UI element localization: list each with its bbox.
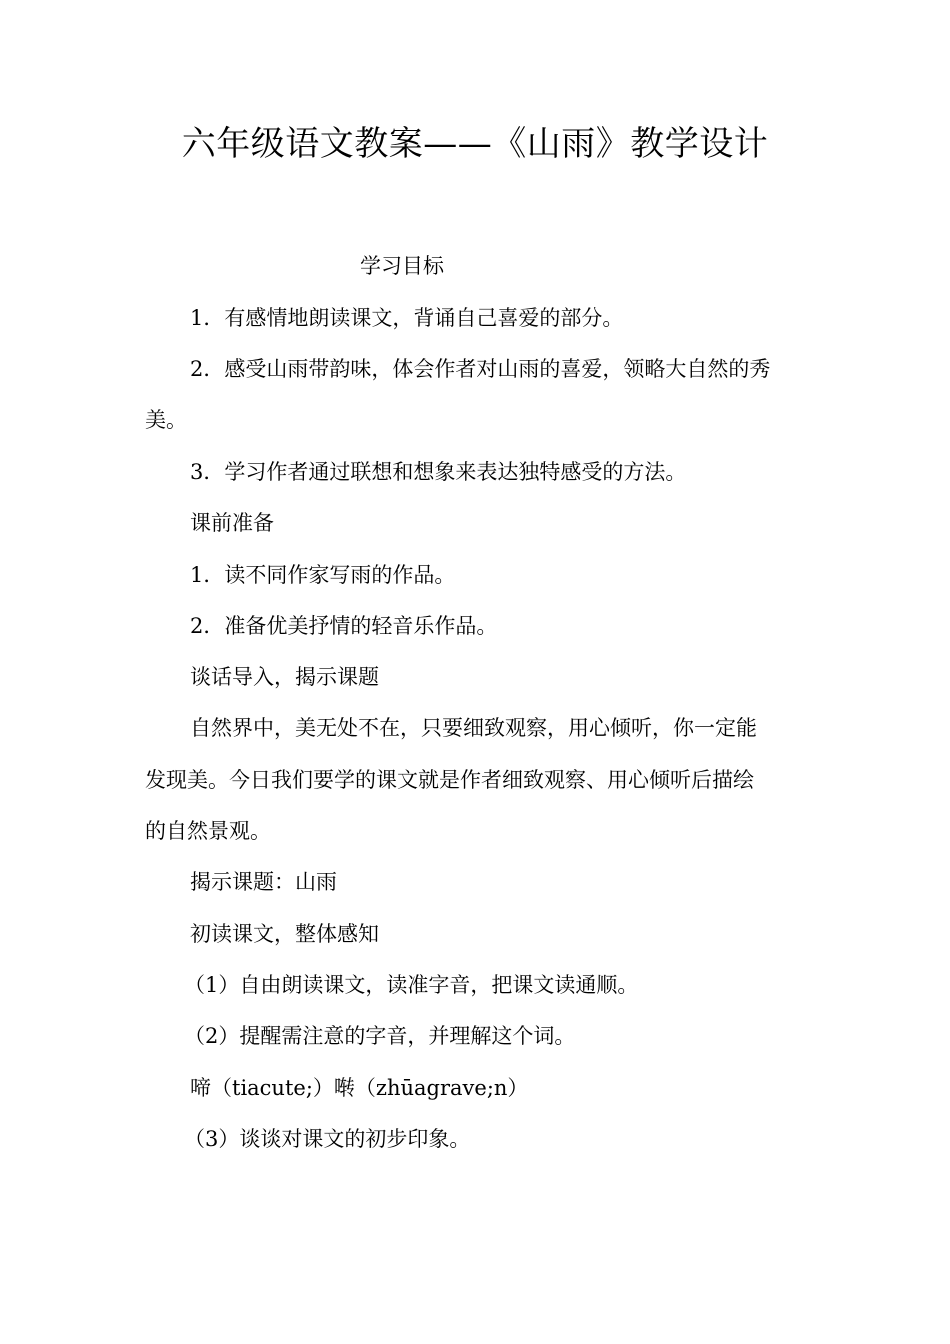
paragraph-line: 自然界中，美无处不在，只要细致观察，用心倾听，你一定能 bbox=[190, 716, 757, 740]
paragraph-line: 的自然景观。 bbox=[145, 819, 271, 843]
paragraph-line: 2．准备优美抒情的轻音乐作品。 bbox=[190, 614, 498, 638]
paragraph-line: 美。 bbox=[145, 408, 187, 432]
paragraph-line: 2．感受山雨带韵味，体会作者对山雨的喜爱，领略大自然的秀 bbox=[190, 357, 771, 381]
paragraph-line: （1）自由朗读课文，读准字音，把课文读通顺。 bbox=[184, 973, 639, 997]
paragraph-line: 啼（tiacute;）啭（zhūagrave;n） bbox=[190, 1076, 529, 1100]
paragraph-line: 1．读不同作家写雨的作品。 bbox=[190, 563, 456, 587]
paragraph-line: （3）谈谈对课文的初步印象。 bbox=[184, 1127, 471, 1151]
paragraph-line: 发现美。今日我们要学的课文就是作者细致观察、用心倾听后描绘 bbox=[145, 768, 754, 792]
section-heading-intro: 谈话导入，揭示课题 bbox=[190, 665, 379, 689]
section-heading-first-reading: 初读课文，整体感知 bbox=[190, 922, 379, 946]
paragraph-line: 3．学习作者通过联想和想象来表达独特感受的方法。 bbox=[190, 460, 687, 484]
section-heading-preparation: 课前准备 bbox=[190, 511, 274, 535]
document-title: 六年级语文教案——《山雨》教学设计 bbox=[181, 124, 769, 164]
paragraph-line: （2）提醒需注意的字音，并理解这个词。 bbox=[184, 1024, 576, 1048]
paragraph-line: 1．有感情地朗读课文，背诵自己喜爱的部分。 bbox=[190, 306, 624, 330]
paragraph-line: 揭示课题：山雨 bbox=[190, 870, 337, 894]
section-heading-goals: 学习目标 bbox=[360, 254, 444, 278]
